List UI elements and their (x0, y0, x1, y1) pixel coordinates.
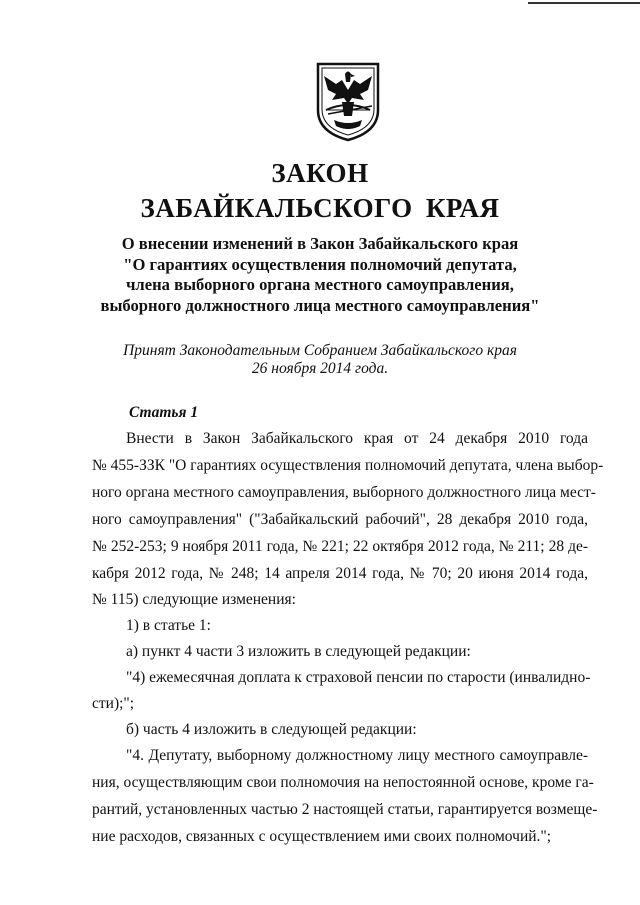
body-line: б) часть 4 изложить в следующей редакции: (126, 721, 417, 738)
body-line: ного самоуправления" ("Забайкальский рабочий", 28 декабря 2010 года, (92, 511, 588, 528)
law-region-title: ЗАБАЙКАЛЬСКОГО КРАЯ (140, 193, 500, 223)
law-subtitle (0, 234, 640, 316)
body-line: ния, осуществляющим свои полномочия на непостоянной основе, кроме га- (92, 774, 594, 791)
adoption-line: Принят Законодательным Собранием Забайкальского края (123, 342, 517, 359)
body-line: № 252-253; 9 ноября 2011 года, № 221; 22 октября 2012 года, № 211; 28 де- (92, 538, 588, 555)
body-line: ного органа местного самоуправления, выборного должностного лица мест- (92, 484, 596, 501)
scan-artifact-line (528, 2, 640, 4)
body-line: 1) в статье 1: (126, 617, 211, 634)
adoption-note (0, 342, 640, 378)
body-line: № 115) следующие изменения: (92, 591, 296, 608)
body-line: Внести в Закон Забайкальского края от 24 декабря 2010 года (126, 430, 588, 447)
coat-of-arms-icon (314, 60, 382, 142)
law-title: ЗАКОН (271, 158, 369, 188)
body-line: "4. Депутату, выборному должностному лицу местного самоуправле- (126, 747, 588, 764)
subtitle-line: выборного должностного лица местного самоуправления" (100, 295, 540, 315)
body-line: а) пункт 4 части 3 изложить в следующей редакции: (126, 643, 471, 660)
adoption-date: 26 ноября 2014 года. (251, 360, 389, 377)
subtitle-line: "О гарантиях осуществления полномочий депутата, (123, 254, 517, 274)
body-line: № 455-ЗЗК "О гарантиях осуществления полномочий депутата, члена выбор- (92, 457, 604, 474)
subtitle-line: О внесении изменений в Закон Забайкальского края (121, 234, 519, 253)
body-line: ние расходов, связанных с осуществлением ими своих полномочий."; (92, 828, 552, 845)
body-line: "4) ежемесячная доплата к страховой пенсии по старости (инвалидно- (126, 669, 591, 686)
article-title: Статья 1 (129, 404, 199, 421)
body-line: рантий, установленных частью 2 настоящей статьи, гарантируется возмеще- (92, 801, 598, 818)
body-line: сти);"; (92, 695, 135, 712)
body-line: кабря 2012 года, № 248; 14 апреля 2014 года, № 70; 20 июня 2014 года, (92, 565, 588, 582)
subtitle-line: члена выборного органа местного самоуправления, (126, 275, 514, 294)
